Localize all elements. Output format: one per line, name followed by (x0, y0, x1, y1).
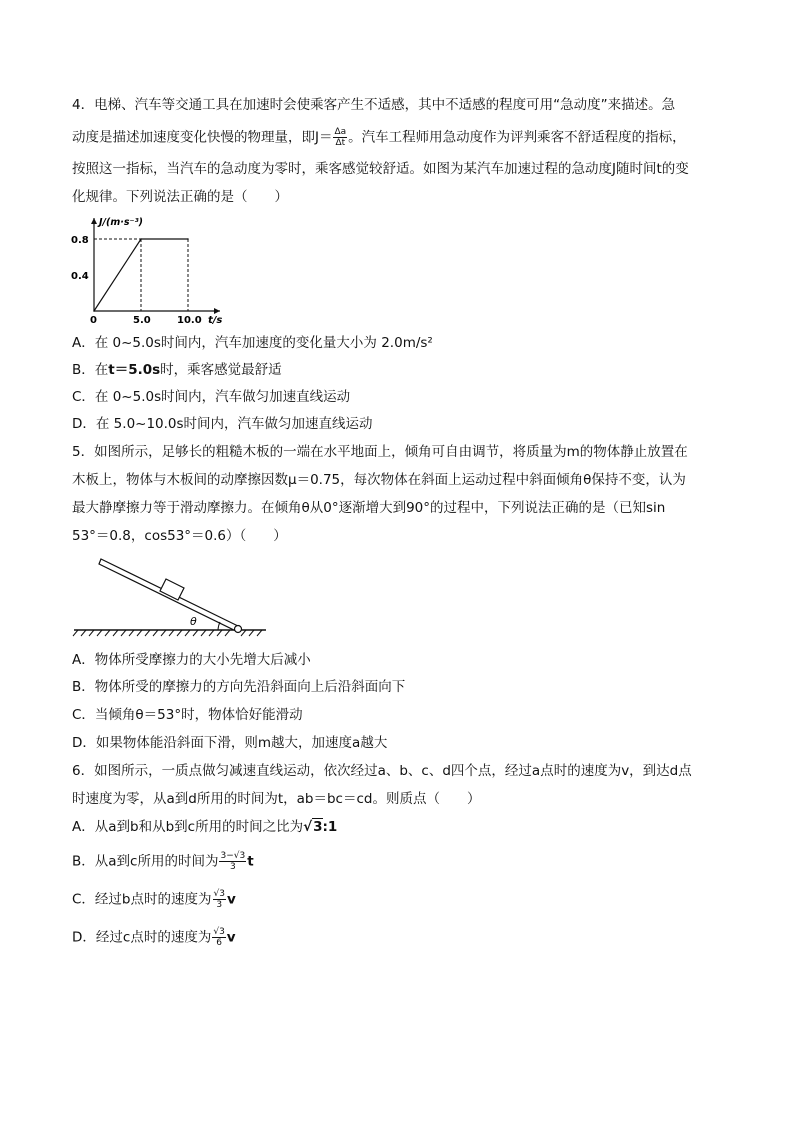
y-axis-label: J/(m·s⁻³) (99, 217, 144, 228)
x-tick-label: 5.0 (133, 315, 151, 326)
q6-option-b-fraction (219, 851, 246, 872)
frac-den: 3 (229, 862, 236, 872)
y-tick-label: 0.4 (71, 271, 89, 282)
q4-option-c[interactable]: C．在 0~5.0s时间内，汽车做匀加速直线运动 (72, 389, 351, 405)
x-axis-label: t/s (208, 315, 223, 326)
q4-option-b[interactable] (72, 360, 282, 380)
q4-line-2b: 。汽车工程师用急动度作为评判乘客不舒适程度的指标， (348, 129, 686, 146)
q6-option-d[interactable] (72, 927, 236, 948)
theta-label: θ (190, 615, 197, 628)
q6-option-a-post: :1 (322, 819, 338, 835)
x-axis-arrow (214, 308, 220, 314)
q5-line-1: 5．如图所示，足够长的粗糙木板的一端在水平地面上，倾角可自由调节，将质量为m的物体静止放置在 (72, 444, 688, 460)
q4-line-1: 4．电梯、汽车等交通工具在加速时会使乘客产生不适感，其中不适感的程度可用“急动度”来描述。急 (72, 97, 676, 113)
q4-line-2a: 动度是描述加速度变化快慢的物理量，即J＝ (72, 129, 333, 146)
q4-line-3: 按照这一指标，当汽车的急动度为零时，乘客感觉较舒适。如图为某汽车加速过程的急动度J随时间t的变 (72, 161, 689, 177)
q6-option-c[interactable] (72, 889, 236, 910)
ground-hatching (73, 630, 262, 636)
y-axis-arrow (91, 218, 97, 224)
q4-option-b-pre: B．在 (72, 362, 109, 378)
incline-figure (70, 553, 270, 638)
q6-option-c-post: v (226, 891, 236, 908)
q6-option-d-pre: D．经过c点时的速度为 (72, 929, 212, 946)
q6-option-d-fraction (212, 927, 225, 948)
q6-option-a[interactable] (72, 817, 337, 837)
jerk-time-chart (70, 212, 230, 326)
q6-option-c-fraction (213, 889, 226, 910)
frac-num: √3 (213, 927, 225, 937)
q4-line-4: 化规律。下列说法正确的是（ ） (72, 189, 288, 205)
q4-option-b-post: 时，乘客感觉最舒适 (160, 362, 282, 378)
frac-num: 3−√3 (220, 851, 246, 861)
q6-option-b[interactable] (72, 851, 254, 872)
x-tick-label: 10.0 (177, 315, 202, 326)
q6-option-b-post: t (247, 853, 254, 870)
data-point (93, 310, 95, 312)
q5-option-b[interactable]: B．物体所受的摩擦力的方向先沿斜面向上后沿斜面向下 (72, 679, 406, 695)
q6-line-1: 6．如图所示，一质点做匀减速直线运动，依次经过a、b、c、d四个点，经过a点时的速度为v，到达d点 (72, 763, 692, 779)
frac-num: √3 (213, 889, 225, 899)
block (160, 579, 184, 600)
frac-den: 6 (216, 938, 222, 948)
angle-arc (218, 622, 220, 630)
q4-line-2 (72, 127, 686, 148)
sqrt-radicand: 3 (313, 819, 323, 835)
q5-option-c[interactable]: C．当倾角θ＝53°时，物体恰好能滑动 (72, 707, 303, 723)
q5-line-3: 最大静摩擦力等于滑动摩擦力。在倾角θ从0°逐渐增大到90°的过程中，下列说法正确的是（已知sin (72, 500, 666, 516)
q6-option-b-pre: B．从a到c所用的时间为 (72, 853, 219, 870)
q5-line-4: 53°＝0.8，cos53°＝0.6）（ ） (72, 528, 287, 544)
x-tick-label: 0 (90, 315, 97, 326)
q6-option-d-post: v (226, 929, 236, 946)
q5-option-d[interactable]: D．如果物体能沿斜面下滑，则m越大，加速度a越大 (72, 735, 388, 751)
q6-option-a-pre: A．从a到b和从b到c所用的时间之比为 (72, 819, 304, 835)
q4-option-b-bold: t＝5.0s (108, 362, 161, 378)
q6-line-2: 时速度为零，从a到d所用的时间为t，ab＝bc＝cd。则质点（ ） (72, 791, 481, 807)
q6-option-c-pre: C．经过b点时的速度为 (72, 891, 212, 908)
q4-jerk-fraction (333, 127, 347, 148)
q4-option-a[interactable]: A．在 0~5.0s时间内，汽车加速度的变化量大小为 2.0m/s² (72, 335, 433, 351)
q4-option-d[interactable]: D．在 5.0~10.0s时间内，汽车做匀加速直线运动 (72, 416, 373, 432)
frac-den: 3 (216, 900, 223, 910)
frac-den: Δt (335, 138, 346, 148)
y-tick-label: 0.8 (71, 235, 89, 246)
frac-num: Δa (334, 127, 347, 137)
sqrt-symbol: √3 (303, 819, 323, 835)
q5-line-2: 木板上，物体与木板间的动摩擦因数μ＝0.75，每次物体在斜面上运动过程中斜面倾角θ保持不变，认为 (72, 472, 686, 488)
q5-option-a[interactable]: A．物体所受摩擦力的大小先增大后减小 (72, 652, 311, 668)
hinge-pivot (235, 626, 242, 633)
